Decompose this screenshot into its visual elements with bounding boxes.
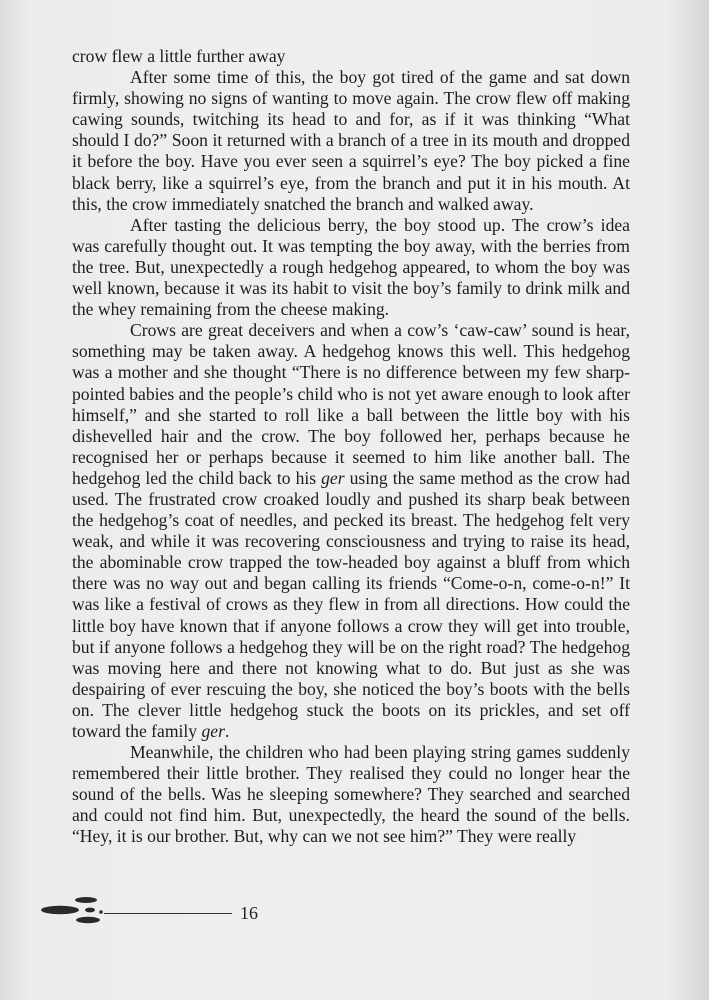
paragraph-hedgehog-middle: using the same method as the crow had used. The frustrated crow croaked loudly and pushed its sharp beak between the hedgehog’s coat of needles, and pecked its breast. The hedgehog felt very weak, and while it was recovering consciousness and trying to raise its head, the abominable crow trapped the tow-headed boy against a bluff from which there was no way out and began calling its friends “Come-o-n, come-o-n!” It was like a festival of crows as they flew in from all directions. How could the little boy have known that if anyone follows a crow they will get into trouble, but if anyone follows a hedgehog they will be on the right road? The hedgehog was moving here and there not knowing what to do. But just as she was despairing of ever rescuing the boy, she noticed the boy’s boots with the bells on. The clever little hedgehog stuck the boots on its prickles, and set off toward the family <box>72 467 630 741</box>
paragraph-hedgehog-start: Crows are great deceivers and when a cow’s ‘caw-caw’ sound is hear, something may be taken away. A hedgehog knows this well. This hedgehog was a mother and she thought “There is no difference between my few sharp-pointed babies and the people’s child who is not yet aware enough to look after himself,” and she started to roll like a ball between the little boy with his dishevelled hair and the crow. The boy followed her, perhaps because he recognised her or perhaps because it seemed to him like another ball. The hedgehog led the child back to his <box>72 320 630 488</box>
paragraph-meanwhile: Meanwhile, the children who had been playing string games suddenly remembered their little brother. They realised they could no longer hear the sound of the bells. Was he sleeping somewhere? They searched and searched and could not find him. But, unexpectedly, the heard the sound of the bells. “Hey, it is our brother. But, why can we not see him?” They were really <box>72 742 630 847</box>
page-number: 16 <box>240 903 258 923</box>
ger-word: ger <box>201 721 225 741</box>
paragraph-boy-tired: After some time of this, the boy got tired of the game and sat down firmly, showing no signs of wanting to move again. The crow flew off making cawing sounds, twitching its head to and for, as if it was thinking “What should I do?” Soon it returned with a branch of a tree in its mouth and dropped it before the boy. Have you ever seen a squirrel’s eye? The boy picked a fine black berry, like a squirrel’s eye, from the branch and put it in his mouth. At this, the crow immediately snatched the branch and walked away. <box>72 67 630 214</box>
footer-ornament-icon <box>40 896 104 930</box>
footer-rule <box>104 913 232 914</box>
paragraph-hedgehog <box>72 320 630 742</box>
paragraph-continuation: crow flew a little further away <box>72 46 286 66</box>
ger-word: ger <box>321 467 345 488</box>
paragraph-berry: After tasting the delicious berry, the boy stood up. The crow’s idea was carefully thought out. It was tempting the boy away, with the berries from the tree. But, unexpectedly a rough hedgehog appeared, to whom the boy was well known, because it was its habit to visit the boy’s family to drink milk and the whey remaining from the cheese making. <box>72 214 630 320</box>
body-text <box>72 46 630 848</box>
paragraph-hedgehog-end: . <box>224 721 230 741</box>
